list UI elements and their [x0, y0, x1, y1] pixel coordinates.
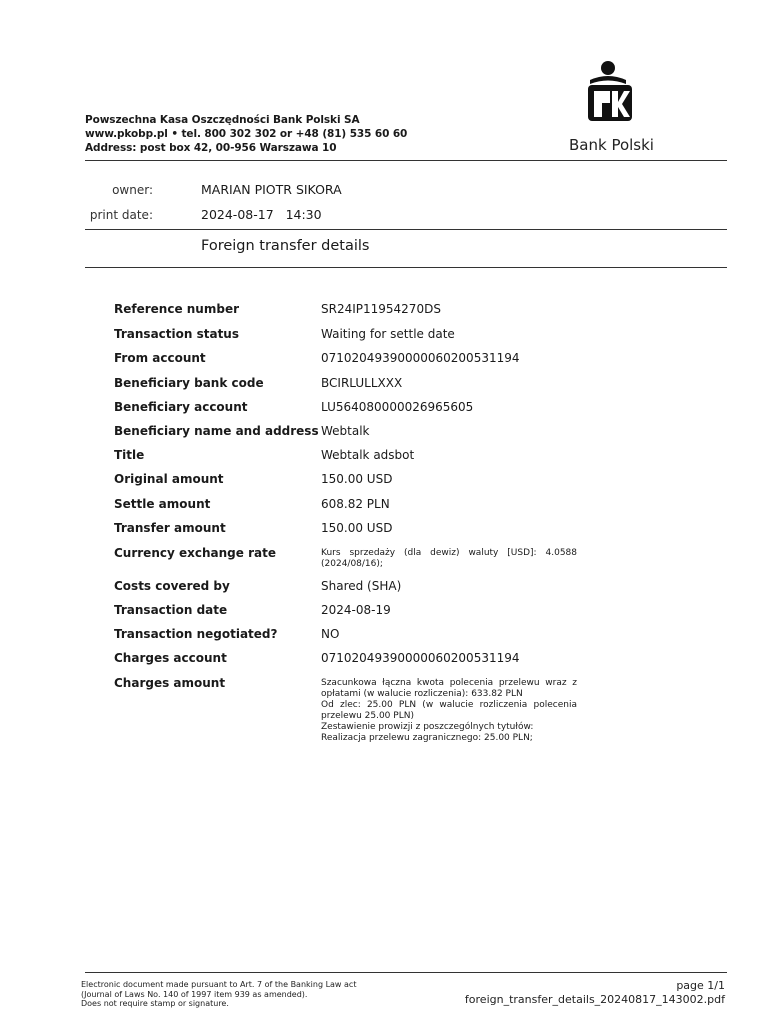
row-value-from-account: 07102049390000060200531194 [321, 351, 520, 365]
bank-address: Address: post box 42, 00-956 Warszawa 10 [85, 142, 337, 154]
row-label-costs-covered-by: Costs covered by [114, 579, 230, 593]
header-divider [85, 160, 727, 161]
row-label-settle-amount: Settle amount [114, 497, 211, 511]
row-value-original-amount: 150.00 USD [321, 472, 393, 486]
owner-value: MARIAN PIOTR SIKORA [201, 182, 342, 197]
row-value-reference-number: SR24IP11954270DS [321, 302, 441, 316]
owner-label: owner: [112, 183, 153, 197]
row-label-transaction-status: Transaction status [114, 327, 239, 341]
bank-contact: www.pkobp.pl • tel. 800 302 302 or +48 (81) 535 60 60 [85, 128, 408, 140]
row-label-title: Title [114, 448, 145, 462]
footer-line: Does not require stamp or signature. [81, 999, 229, 1008]
pko-logo [570, 60, 660, 126]
row-label-from-account: From account [114, 351, 206, 365]
row-value-transaction-negotiated: NO [321, 627, 340, 641]
row-label-charges-account: Charges account [114, 651, 227, 665]
charges-line: Realizacja przelewu zagranicznego: 25.00 PLN; [321, 733, 533, 743]
charges-line: Od zlec: 25.00 PLN (w walucie rozliczenia polecenia przelewu 25.00 PLN) [321, 700, 577, 721]
row-value-beneficiary-bank-code: BCIRLULLXXX [321, 376, 403, 390]
title-divider [85, 267, 727, 268]
row-label-transaction-date: Transaction date [114, 603, 228, 617]
row-label-beneficiary-name: Beneficiary name and address [114, 424, 319, 438]
row-label-original-amount: Original amount [114, 472, 224, 486]
bank-info [85, 113, 407, 155]
charges-line: Zestawienie prowizji z poszczególnych tytułów: [321, 722, 534, 732]
meta-divider [85, 229, 727, 230]
bank-name: Powszechna Kasa Oszczędności Bank Polski SA [85, 114, 360, 126]
page-number: page 1/1 [676, 979, 725, 992]
row-value-beneficiary-account: LU564080000026965605 [321, 400, 474, 414]
row-value-settle-amount: 608.82 PLN [321, 497, 390, 511]
row-label-reference-number: Reference number [114, 302, 240, 316]
footer-line: Electronic document made pursuant to Art. 7 of the Banking Law act [81, 980, 357, 989]
row-value-transfer-amount: 150.00 USD [321, 521, 393, 535]
row-value-charges-account: 07102049390000060200531194 [321, 651, 520, 665]
file-name: foreign_transfer_details_20240817_143002.pdf [464, 993, 725, 1006]
row-label-charges-amount: Charges amount [114, 676, 226, 690]
row-label-transfer-amount: Transfer amount [114, 521, 226, 535]
row-value-charges-amount [321, 678, 577, 744]
footer-divider [85, 972, 727, 973]
row-value-beneficiary-name: Webtalk [321, 424, 370, 438]
row-label-exchange-rate: Currency exchange rate [114, 546, 276, 560]
row-value-transaction-status: Waiting for settle date [321, 327, 455, 341]
row-label-beneficiary-bank-code: Beneficiary bank code [114, 376, 264, 390]
logo-text: Bank Polski [569, 136, 654, 154]
print-date-label: print date: [89, 208, 153, 222]
footer-line: (Journal of Laws No. 140 of 1997 item 939 as amended). [81, 989, 308, 999]
charges-line: Szacunkowa łączna kwota polecenia przelewu wraz z opłatami (w walucie rozliczenia): 633.82 PLN [321, 678, 577, 699]
row-value-costs-covered-by: Shared (SHA) [321, 579, 402, 593]
pko-logo-icon [584, 60, 646, 126]
row-value-transaction-date: 2024-08-19 [321, 603, 391, 617]
row-value-exchange-rate: Kurs sprzedaży (dla dewiz) waluty [USD]: 4.0588 (2024/08/16); [321, 548, 577, 569]
page-title: Foreign transfer details [201, 238, 370, 254]
row-value-title: Webtalk adsbot [321, 448, 415, 462]
print-date-value: 2024-08-17 14:30 [201, 207, 322, 222]
footer-legal-note [81, 980, 356, 1009]
row-label-transaction-negotiated: Transaction negotiated? [114, 627, 278, 641]
footer-page-info [465, 979, 725, 1007]
row-label-beneficiary-account: Beneficiary account [114, 400, 248, 414]
